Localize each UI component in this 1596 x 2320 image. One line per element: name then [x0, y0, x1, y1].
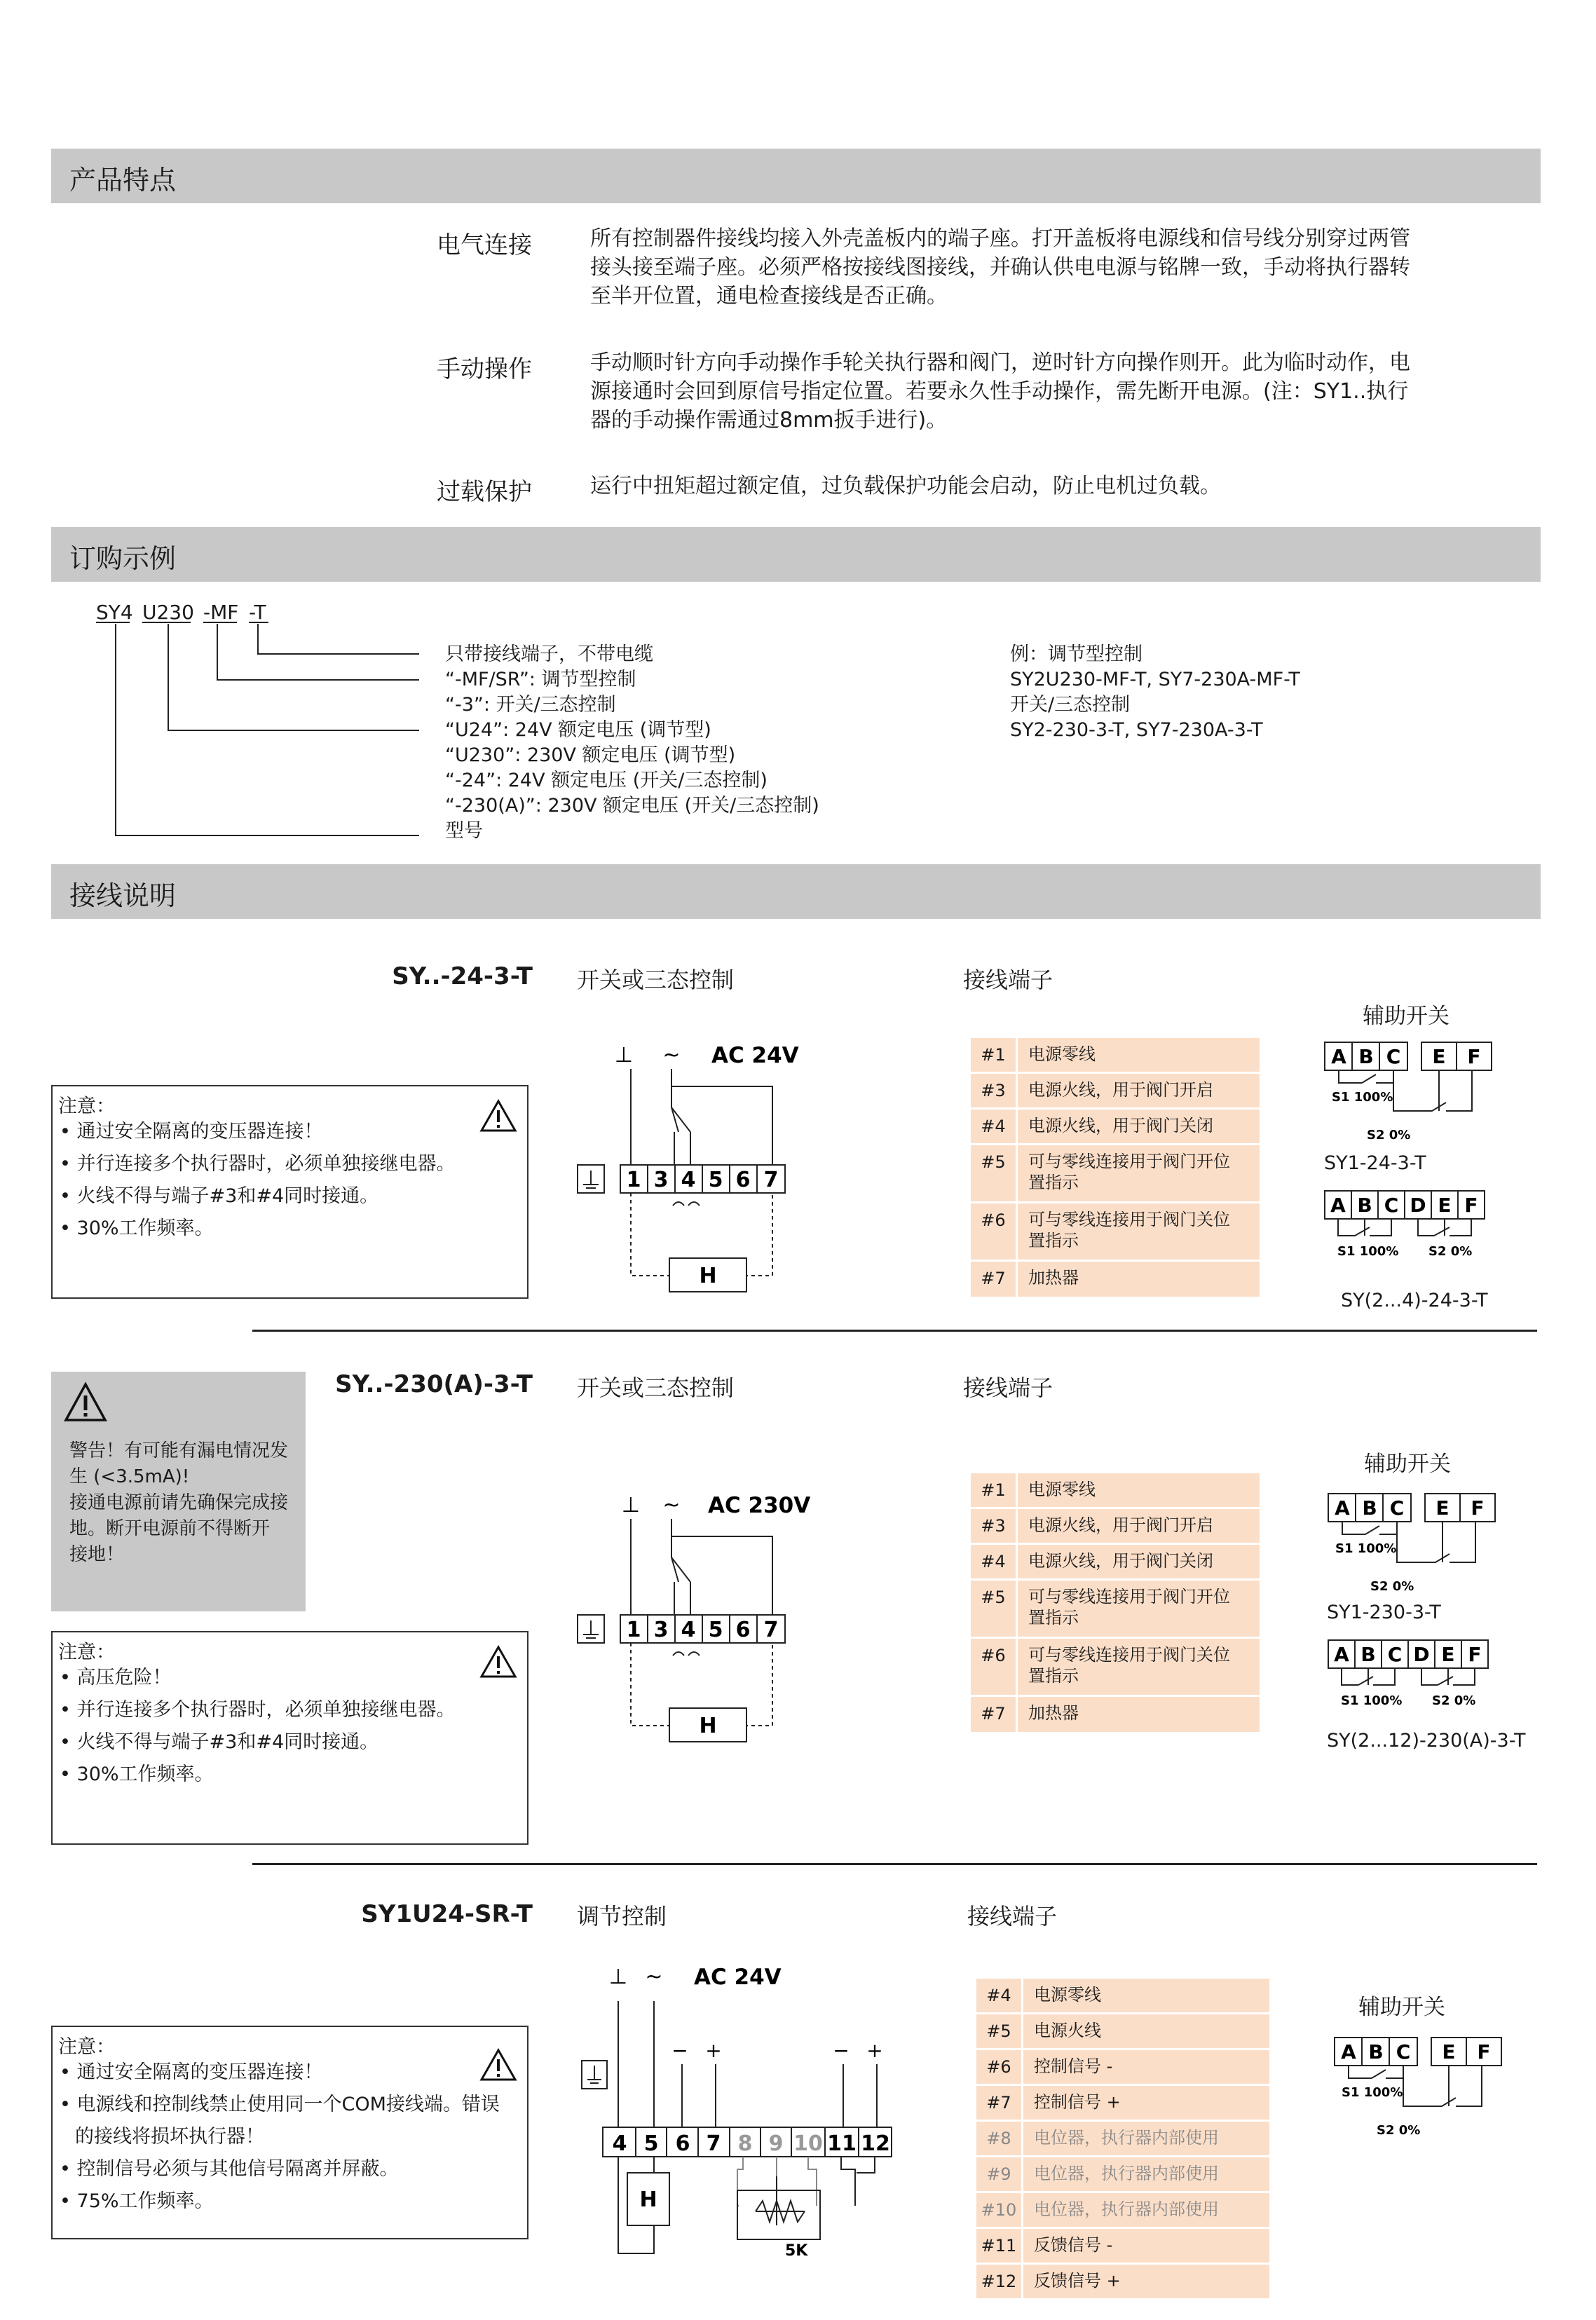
warning-icon	[480, 1099, 517, 1133]
terminal-desc: 电源火线，用于阀门关闭	[1028, 1551, 1213, 1571]
order-code-part: U230	[142, 601, 194, 624]
model-name: SY..-230(A)-3-T	[335, 1370, 533, 1398]
terminal-desc: 加热器	[1028, 1268, 1079, 1288]
order-code-part: -MF	[203, 601, 239, 624]
legend-line: 只带接线端子，不带电缆	[445, 643, 653, 665]
text-line: 所有控制器件接线均接入外壳盖板内的端子座。打开盖板将电源线和信号线分别穿过两管	[590, 226, 1410, 251]
terminal-desc: 反馈信号 -	[1034, 2235, 1113, 2255]
terminal-number: 7	[706, 2131, 721, 2156]
table-row	[971, 1038, 1260, 1074]
aux-letter: F	[1471, 1496, 1485, 1520]
aux-letter: D	[1413, 1643, 1430, 1666]
heater-label: H	[699, 1264, 717, 1288]
aux-switch-diagram	[1323, 1189, 1506, 1281]
aux-letter: C	[1396, 2040, 1411, 2063]
s2-label: S2 0%	[1432, 1693, 1476, 1708]
potentiometer-label: 5K	[785, 2242, 808, 2260]
note-item: • 火线不得与端子#3和#4同时接通。	[60, 1726, 456, 1759]
model-name: SY..-24-3-T	[392, 962, 533, 990]
table-row	[971, 1545, 1260, 1581]
terminal-num: #8	[986, 2129, 1011, 2148]
s1-label: S1 100%	[1342, 2085, 1403, 2100]
note-item: • 并行连接多个执行器时，必须单独接继电器。	[60, 1148, 456, 1180]
terminal-desc: 电源火线，用于阀门开启	[1028, 1080, 1213, 1100]
divider	[252, 1863, 1537, 1865]
aux-letter: C	[1387, 1643, 1403, 1666]
terminal-num: #7	[981, 1269, 1006, 1288]
legend-line: “U230”: 230V 额定电压 (调节型)	[445, 744, 736, 766]
warning-text	[69, 1438, 301, 1568]
order-code-leader-lines	[0, 0, 491, 862]
plus-sign: +	[705, 2039, 722, 2062]
terminal-desc: 电位器，执行器内部使用	[1034, 2128, 1219, 2148]
table-row	[976, 2265, 1269, 2300]
example-line: 例：调节型控制	[1010, 643, 1143, 665]
terminal-num: #11	[981, 2236, 1017, 2256]
terminal-num: #7	[986, 2093, 1011, 2113]
supply-label: AC 24V	[694, 1965, 782, 1990]
aux-caption: SY(2...12)-230(A)-3-T	[1327, 1730, 1526, 1752]
feature-label-manual: 手动操作	[437, 355, 532, 383]
legend-line: “-3”: 开关/三态控制	[445, 694, 616, 716]
aux-switch-diagram	[1327, 1492, 1509, 1597]
terminal-num: #3	[981, 1516, 1006, 1536]
feature-label-electrical: 电气连接	[437, 231, 532, 259]
terminal-desc: 控制信号 -	[1034, 2056, 1113, 2076]
aux-letter: A	[1330, 1194, 1346, 1217]
terminal-num: #10	[981, 2200, 1017, 2220]
note-title: 注意：	[58, 2036, 115, 2058]
aux-letter: E	[1441, 1643, 1455, 1666]
terminal-num: #6	[986, 2057, 1011, 2077]
aux-letter: E	[1442, 2040, 1456, 2063]
feature-text-overload	[590, 472, 1522, 500]
text-line: 器的手动操作需通过8mm扳手进行)。	[590, 408, 948, 432]
terminal-num: #12	[981, 2272, 1017, 2291]
s1-label: S1 100%	[1337, 1244, 1399, 1259]
terminal-desc: 可与零线连接用于阀门开位置指示	[1028, 1587, 1230, 1628]
note-title: 注意：	[58, 1642, 115, 1663]
aux-letter: D	[1410, 1194, 1426, 1217]
note-box	[51, 2026, 528, 2239]
aux-caption: SY1-230-3-T	[1327, 1602, 1441, 1623]
aux-switch-diagram	[1323, 1041, 1506, 1146]
terminal-title: 接线端子	[963, 967, 1053, 993]
note-item: • 30%工作频率。	[60, 1759, 456, 1791]
terminal-number: 4	[612, 2131, 627, 2156]
table-row	[976, 1979, 1269, 2014]
terminal-num: #4	[986, 1986, 1011, 2005]
terminal-num: #4	[981, 1552, 1006, 1571]
terminal-num: #3	[981, 1081, 1006, 1100]
table-row	[976, 2050, 1269, 2086]
terminal-number: 5	[708, 1618, 723, 1642]
terminal-desc: 可与零线连接用于阀门开位置指示	[1028, 1152, 1230, 1192]
note-item: • 75%工作频率。	[60, 2185, 508, 2218]
table-row	[971, 1509, 1260, 1545]
legend-line: “-230(A)”: 230V 额定电压 (开关/三态控制)	[445, 795, 819, 817]
terminal-desc: 电源零线	[1034, 1985, 1101, 2005]
ground-symbol: ⊥	[621, 1493, 641, 1517]
aux-letter: B	[1368, 2040, 1384, 2063]
example-line: SY2-230-3-T, SY7-230A-3-T	[1010, 719, 1263, 741]
terminal-table	[971, 1038, 1260, 1299]
aux-switch-title: 辅助开关	[1358, 1995, 1445, 2020]
table-row	[976, 2193, 1269, 2229]
heater-label: H	[639, 2188, 657, 2212]
note-box	[51, 1631, 528, 1845]
legend-line: 型号	[445, 820, 483, 842]
terminal-number: 6	[735, 1168, 751, 1192]
aux-switch-title: 辅助开关	[1364, 1452, 1451, 1477]
aux-switch-diagram	[1327, 1639, 1509, 1730]
table-row	[976, 2014, 1269, 2050]
aux-caption: SY1-24-3-T	[1324, 1152, 1426, 1174]
warning-icon	[64, 1382, 107, 1423]
terminal-desc: 可与零线连接用于阀门关位置指示	[1028, 1210, 1230, 1250]
terminal-number: 10	[793, 2131, 823, 2156]
aux-letter: F	[1467, 1045, 1481, 1068]
terminal-number: 3	[653, 1168, 669, 1192]
aux-letter: A	[1331, 1045, 1346, 1068]
table-row	[976, 2157, 1269, 2193]
aux-letter: A	[1335, 1496, 1350, 1520]
tilde-symbol: ~	[662, 1043, 681, 1067]
plus-sign: +	[866, 2039, 883, 2062]
note-item: • 30%工作频率。	[60, 1213, 456, 1245]
terminal-number: 12	[861, 2131, 890, 2156]
terminal-desc: 电源火线	[1034, 2021, 1101, 2040]
minus-sign: −	[833, 2039, 850, 2062]
warning-line: 接通电源前请先确保完成接	[69, 1492, 289, 1513]
aux-letter: A	[1334, 1643, 1349, 1666]
section-title: 产品特点	[69, 165, 177, 196]
text-line: 运行中扭矩超过额定值，过负载保护功能会启动，防止电机过负载。	[590, 474, 1221, 498]
terminal-desc: 电位器，执行器内部使用	[1034, 2164, 1219, 2183]
warning-box	[51, 1372, 306, 1611]
aux-letter: F	[1468, 1643, 1482, 1666]
feature-label-overload: 过载保护	[437, 478, 532, 506]
example-line: SY2U230-MF-T, SY7-230A-MF-T	[1010, 669, 1300, 690]
warning-line: 地。断开电源前不得断开	[69, 1518, 271, 1539]
wiring-diagram-modulating	[568, 1959, 904, 2267]
wiring-diagram-230	[568, 1487, 811, 1754]
terminal-number: 5	[643, 2131, 659, 2156]
terminal-number: 6	[675, 2131, 690, 2156]
aux-caption: SY(2...4)-24-3-T	[1341, 1290, 1488, 1311]
table-row	[971, 1473, 1260, 1509]
tilde-symbol: ~	[662, 1493, 681, 1517]
terminal-desc: 电源零线	[1028, 1480, 1096, 1499]
terminal-table	[976, 1979, 1269, 2300]
aux-letter: A	[1341, 2040, 1356, 2063]
aux-letter: E	[1435, 1496, 1450, 1520]
section-header-wiring	[51, 864, 1541, 919]
terminal-table	[971, 1473, 1260, 1734]
legend-line: “-MF/SR”: 调节型控制	[445, 669, 636, 690]
terminal-num: #4	[981, 1117, 1006, 1136]
note-item: • 控制信号必须与其他信号隔离并屏蔽。	[60, 2153, 508, 2185]
text-line: 至半开位置，通电检查接线是否正确。	[590, 284, 948, 308]
aux-letter: B	[1360, 1643, 1376, 1666]
terminal-number: 4	[681, 1618, 696, 1642]
terminal-number: 7	[763, 1618, 779, 1642]
minus-sign: −	[671, 2039, 688, 2062]
aux-letter: E	[1438, 1194, 1452, 1217]
note-item: • 并行连接多个执行器时，必须单独接继电器。	[60, 1694, 456, 1726]
s2-label: S2 0%	[1377, 2123, 1421, 2138]
feature-text-electrical	[590, 224, 1522, 311]
terminal-num: #7	[981, 1704, 1006, 1724]
wiring-diagram-24	[568, 1037, 799, 1304]
legend-line: “-24”: 24V 额定电压 (开关/三态控制)	[445, 770, 768, 791]
table-row	[971, 1581, 1260, 1639]
s2-label: S2 0%	[1428, 1244, 1473, 1259]
terminal-num: #1	[981, 1480, 1006, 1500]
terminal-num: #9	[986, 2164, 1011, 2184]
divider	[252, 1330, 1537, 1332]
warning-line: 生 (<3.5mA)!	[69, 1466, 190, 1487]
order-legend	[445, 642, 819, 844]
table-row	[971, 1145, 1260, 1203]
order-code-part: SY4	[96, 601, 133, 624]
supply-label: AC 24V	[711, 1043, 799, 1068]
aux-switch-title: 辅助开关	[1363, 1004, 1450, 1029]
text-line: 接头接至端子座。必须严格按接线图接线，并确认供电电源与铭牌一致，手动将执行器转	[590, 255, 1410, 280]
warning-line: 接地！	[69, 1544, 125, 1565]
terminal-number: 8	[737, 2131, 753, 2156]
aux-letter: C	[1386, 1045, 1401, 1068]
terminal-number: 1	[626, 1168, 641, 1192]
aux-switch-diagram	[1333, 2036, 1515, 2141]
note-item: • 通过安全隔离的变压器连接！	[60, 2056, 508, 2089]
table-row	[971, 1074, 1260, 1110]
terminal-num: #6	[981, 1646, 1006, 1665]
heater-label: H	[699, 1714, 717, 1738]
terminal-desc: 可与零线连接用于阀门关位置指示	[1028, 1645, 1230, 1686]
control-type: 调节控制	[577, 1903, 667, 1930]
control-type: 开关或三态控制	[577, 967, 735, 993]
order-code-part: -T	[249, 601, 266, 624]
section-title: 接线说明	[69, 880, 177, 911]
terminal-num: #5	[981, 1152, 1006, 1172]
ground-symbol: ⊥	[608, 1965, 628, 1989]
table-row	[971, 1697, 1260, 1734]
note-item: • 高压危险！	[60, 1662, 456, 1694]
control-type: 开关或三态控制	[577, 1374, 735, 1401]
terminal-desc: 电位器，执行器内部使用	[1034, 2199, 1219, 2219]
table-row	[976, 2122, 1269, 2157]
terminal-num: #5	[986, 2021, 1011, 2041]
text-line: 手动顺时针方向手动操作手轮关执行器和阀门，逆时针方向操作则开。此为临时动作，电	[590, 350, 1410, 375]
note-title: 注意：	[58, 1096, 115, 1117]
model-name: SY1U24-SR-T	[361, 1900, 533, 1928]
terminal-number: 6	[735, 1618, 751, 1642]
terminal-desc: 电源零线	[1028, 1044, 1096, 1064]
terminal-number: 7	[763, 1168, 779, 1192]
table-row	[971, 1110, 1260, 1145]
warning-icon	[480, 1645, 517, 1679]
s1-label: S1 100%	[1341, 1693, 1403, 1708]
aux-letter: C	[1384, 1194, 1399, 1217]
legend-line: “U24”: 24V 额定电压 (调节型)	[445, 719, 711, 741]
table-row	[976, 2229, 1269, 2265]
table-row	[971, 1262, 1260, 1299]
terminal-desc: 反馈信号 +	[1034, 2271, 1121, 2291]
section-title: 订购示例	[69, 543, 177, 574]
terminal-title: 接线端子	[963, 1374, 1053, 1401]
s1-label: S1 100%	[1332, 1090, 1393, 1105]
terminal-number: 9	[768, 2131, 784, 2156]
note-item: • 电源线和控制线禁止使用同一个COM接线端。错误的接线将损坏执行器！	[60, 2089, 508, 2153]
s2-label: S2 0%	[1367, 1128, 1411, 1142]
example-line: 开关/三态控制	[1010, 694, 1131, 716]
text-line: 源接通时会回到原信号指定位置。若要永久性手动操作，需先断开电源。(注：SY1..执行	[590, 379, 1409, 404]
terminal-title: 接线端子	[967, 1903, 1058, 1930]
table-row	[971, 1639, 1260, 1697]
terminal-num: #6	[981, 1210, 1006, 1230]
aux-letter: B	[1358, 1045, 1374, 1068]
supply-label: AC 230V	[708, 1493, 811, 1518]
terminal-number: 11	[827, 2131, 857, 2156]
ground-symbol: ⊥	[614, 1043, 634, 1067]
terminal-desc: 电源火线，用于阀门开启	[1028, 1515, 1213, 1535]
terminal-desc: 电源火线，用于阀门关闭	[1028, 1116, 1213, 1135]
feature-text-manual	[590, 348, 1522, 435]
table-row	[971, 1203, 1260, 1262]
table-row	[976, 2086, 1269, 2122]
aux-letter: B	[1362, 1496, 1377, 1520]
terminal-number: 4	[681, 1168, 696, 1192]
terminal-number: 3	[653, 1618, 669, 1642]
terminal-desc: 控制信号 +	[1034, 2092, 1121, 2112]
terminal-desc: 加热器	[1028, 1703, 1079, 1723]
note-item: • 通过安全隔离的变压器连接！	[60, 1116, 456, 1148]
aux-letter: E	[1432, 1045, 1446, 1068]
note-item: • 火线不得与端子#3和#4同时接通。	[60, 1180, 456, 1213]
s2-label: S2 0%	[1370, 1579, 1414, 1594]
aux-letter: B	[1357, 1194, 1372, 1217]
terminal-number: 1	[626, 1618, 641, 1642]
order-examples	[1010, 642, 1300, 743]
tilde-symbol: ~	[645, 1965, 663, 1989]
warning-line: 警告！有可能有漏电情况发	[69, 1440, 289, 1461]
s1-label: S1 100%	[1335, 1541, 1397, 1556]
aux-letter: F	[1477, 2040, 1491, 2063]
terminal-num: #5	[981, 1588, 1006, 1607]
aux-letter: F	[1464, 1194, 1478, 1217]
aux-letter: C	[1389, 1496, 1405, 1520]
terminal-num: #1	[981, 1045, 1006, 1065]
note-box	[51, 1085, 528, 1299]
terminal-number: 5	[708, 1168, 723, 1192]
